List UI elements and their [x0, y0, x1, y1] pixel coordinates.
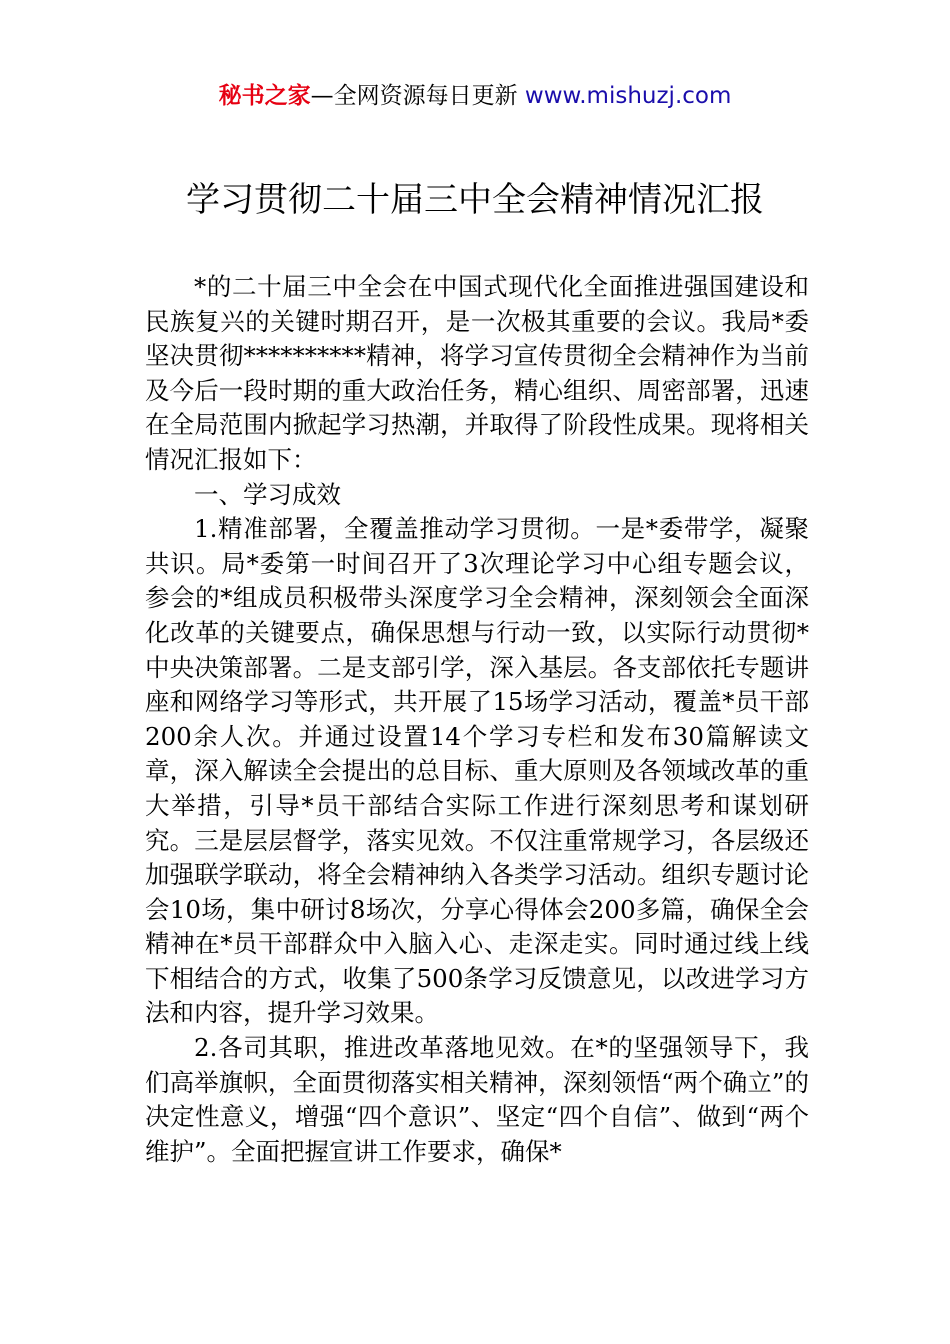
site-url-link[interactable]: www.mishuzj.com — [524, 83, 732, 109]
body-paragraph: 2.各司其职，推进改革落地见效。在*的坚强领导下，我们高举旗帜，全面贯彻落实相关精神，深刻领悟“两个确立”的决定性意义，增强“四个意识”、坚定“四个自信”、做到“两个维护”。全面把握宣讲工作要求，确保* — [145, 1033, 809, 1166]
intro-paragraph: *的二十届三中全会在中国式现代化全面推进强国建设和民族复兴的关键时期召开，是一次极其重要的会议。我局*委坚决贯彻**********精神，将学习宣传贯彻全会精神作为当前及今后一段时期的重大政治任务，精心组织、周密部署，迅速在全局范围内掀起学习热潮，并取得了阶段性成果。现将相关情况汇报如下： — [145, 272, 809, 474]
brand-name: 秘书之家 — [218, 83, 311, 109]
body-paragraph: 1.精准部署，全覆盖推动学习贯彻。一是*委带学，凝聚共识。局*委第一时间召开了3次理论学习中心组专题会议，参会的*组成员积极带头深度学习全会精神，深刻领会全面深化改革的关键要点，确保思想与行动一致，以实际行动贯彻*中央决策部署。二是支部引学，深入基层。各支部依托专题讲座和网络学习等形式，共开展了15场学习活动，覆盖*员干部200余人次。并通过设置14个学习专栏和发布30篇解读文章，深入解读全会提出的总目标、重大原则及各领域改革的重大举措，引导*员干部结合实际工作进行深刻思考和谋划研究。三是层层督学，落实见效。不仅注重常规学习，各层级还加强联学联动，将全会精神纳入各类学习活动。组织专题讨论会10场，集中研讨8场次，分享心得体会200多篇，确保全会精神在*员干部群众中入脑入心、走深走实。同时通过线上线下相结合的方式，收集了500条学习反馈意见，以改进学习方法和内容，提升学习效果。 — [145, 514, 809, 1028]
site-header — [0, 80, 950, 112]
section-heading: 一、学习成效 — [194, 479, 341, 509]
document-body — [145, 270, 809, 1169]
header-tagline: —全网资源每日更新 — [310, 83, 525, 109]
document-title: 学习贯彻二十届三中全会精神情况汇报 — [186, 180, 764, 220]
